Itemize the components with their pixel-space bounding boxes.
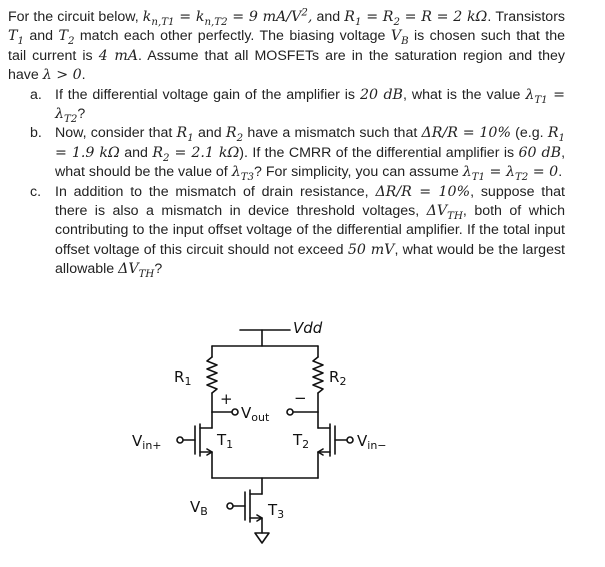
question-marker: a. xyxy=(30,86,42,103)
question-text: (e.g. xyxy=(510,125,548,142)
question-text: ? xyxy=(77,106,86,123)
math-r2: = $R_2$ xyxy=(361,9,400,28)
math-cmrr: 60 dB xyxy=(518,144,562,161)
vb-label: $V_B$ xyxy=(190,498,208,518)
math-kn-t2: = $k_{n,T2}$ xyxy=(174,9,228,28)
vin-minus-label: $V_{in-}$ xyxy=(357,432,387,452)
math-lambda-zero: $\lambda_{T1} = \lambda_{T2} = 0$ xyxy=(462,164,559,184)
question-marker: c. xyxy=(30,183,42,200)
intro-text: match each other perfectly. The biasing voltage xyxy=(74,28,391,45)
intro-text: . xyxy=(81,67,86,84)
question-text: . xyxy=(558,164,563,181)
vin-plus-terminal xyxy=(177,437,183,443)
vdd-label: Vdd xyxy=(293,319,323,337)
math-t1: $T_1$ xyxy=(8,28,24,48)
math-r2: $R_2$ xyxy=(225,125,244,145)
vout-label: $V_{out}$ xyxy=(241,404,270,424)
question-text: , what is the value xyxy=(402,86,526,103)
intro-text: . Assume that all MOSFETs are in the saturation region and they have xyxy=(8,47,565,84)
math-t2: $T_2$ xyxy=(58,28,75,48)
math-r2-value: $R_2 = 2.1$ kΩ xyxy=(152,144,240,164)
intro-text: . Transistors xyxy=(487,9,566,25)
intro-text: is chosen such that the tail current is xyxy=(8,28,565,64)
math-vb: $V_B$ xyxy=(390,28,409,48)
math-mismatch: ΔR/R = 10% xyxy=(375,183,471,200)
math-delta-vth: $\Delta V_{TH}$ xyxy=(426,203,463,222)
math-lambda-t3: $\lambda_{T3}$ xyxy=(231,164,255,184)
math-r1-value: $R_1 = 1.9$ kΩ xyxy=(55,125,566,161)
math-kn-value: = 9 $mA/V^2$, xyxy=(227,7,313,25)
question-text: , both of which contributing to the input offset voltage of the differential amplifier. If the total input offset voltage of this circuit should not exceed xyxy=(55,203,565,258)
math-lambda-condition: λ > 0 xyxy=(42,67,82,84)
question-text: ? For simplicity, you can assume xyxy=(254,164,463,181)
r1-resistor xyxy=(207,357,217,393)
r2-resistor xyxy=(313,357,323,393)
question-text: and xyxy=(193,125,226,142)
question-text: , what would be the largest allowable xyxy=(55,241,565,278)
question-text: In addition to the mismatch of drain resistance, xyxy=(55,183,376,200)
vin-plus-label: $V_{in+}$ xyxy=(132,432,162,452)
vout-plus-sign: + xyxy=(220,390,233,408)
math-lambda-t1: $\lambda_{T1}$ xyxy=(525,86,548,106)
t1-label: $T_1$ xyxy=(217,431,234,451)
vb-terminal xyxy=(227,503,233,509)
ground-icon xyxy=(255,533,269,543)
math-gain: 20 dB xyxy=(359,86,403,103)
question-text: If the differential voltage gain of the amplifier is xyxy=(55,86,360,103)
vout-minus-terminal xyxy=(287,409,293,415)
vout-plus-terminal xyxy=(232,409,238,415)
question-text: , what should be the value of xyxy=(55,144,566,181)
math-offset: 50 mV xyxy=(347,241,395,258)
vout-minus-sign: − xyxy=(294,389,307,407)
r2-label: $R_2$ xyxy=(329,368,347,388)
t2-label: $T_2$ xyxy=(293,431,310,451)
question-text: have a mismatch such that xyxy=(243,125,422,142)
question-text: and xyxy=(119,144,153,161)
r1-label: $R_1$ xyxy=(174,368,192,388)
math-r-value: = R = 2 kΩ xyxy=(399,9,488,25)
math-lambda-t2: = $\lambda_{T2}$ xyxy=(55,86,565,125)
math-kn-t1: $k_{n,T1}$ xyxy=(142,9,175,28)
intro-text: and xyxy=(23,28,59,45)
vin-minus-terminal xyxy=(347,437,353,443)
t3-label: $T_3$ xyxy=(268,501,285,521)
question-text: ? xyxy=(154,261,163,278)
question-text: Now, consider that xyxy=(55,125,177,142)
math-mismatch: ΔR/R = 10% xyxy=(421,125,511,142)
math-delta-vth: $\Delta V_{TH}$ xyxy=(118,261,155,281)
intro-text: For the circuit below, xyxy=(8,9,143,25)
math-tail-current: 4 mA xyxy=(98,47,139,64)
question-marker: b. xyxy=(30,125,42,142)
question-text: ). If the CMRR of the differential amplifier is xyxy=(239,144,519,161)
intro-text: and xyxy=(312,9,345,25)
math-r1: $R_1$ xyxy=(344,9,362,28)
math-r1: $R_1$ xyxy=(176,125,194,145)
question-text: , suppose that there is also a mismatch in device threshold voltages, xyxy=(55,183,565,220)
